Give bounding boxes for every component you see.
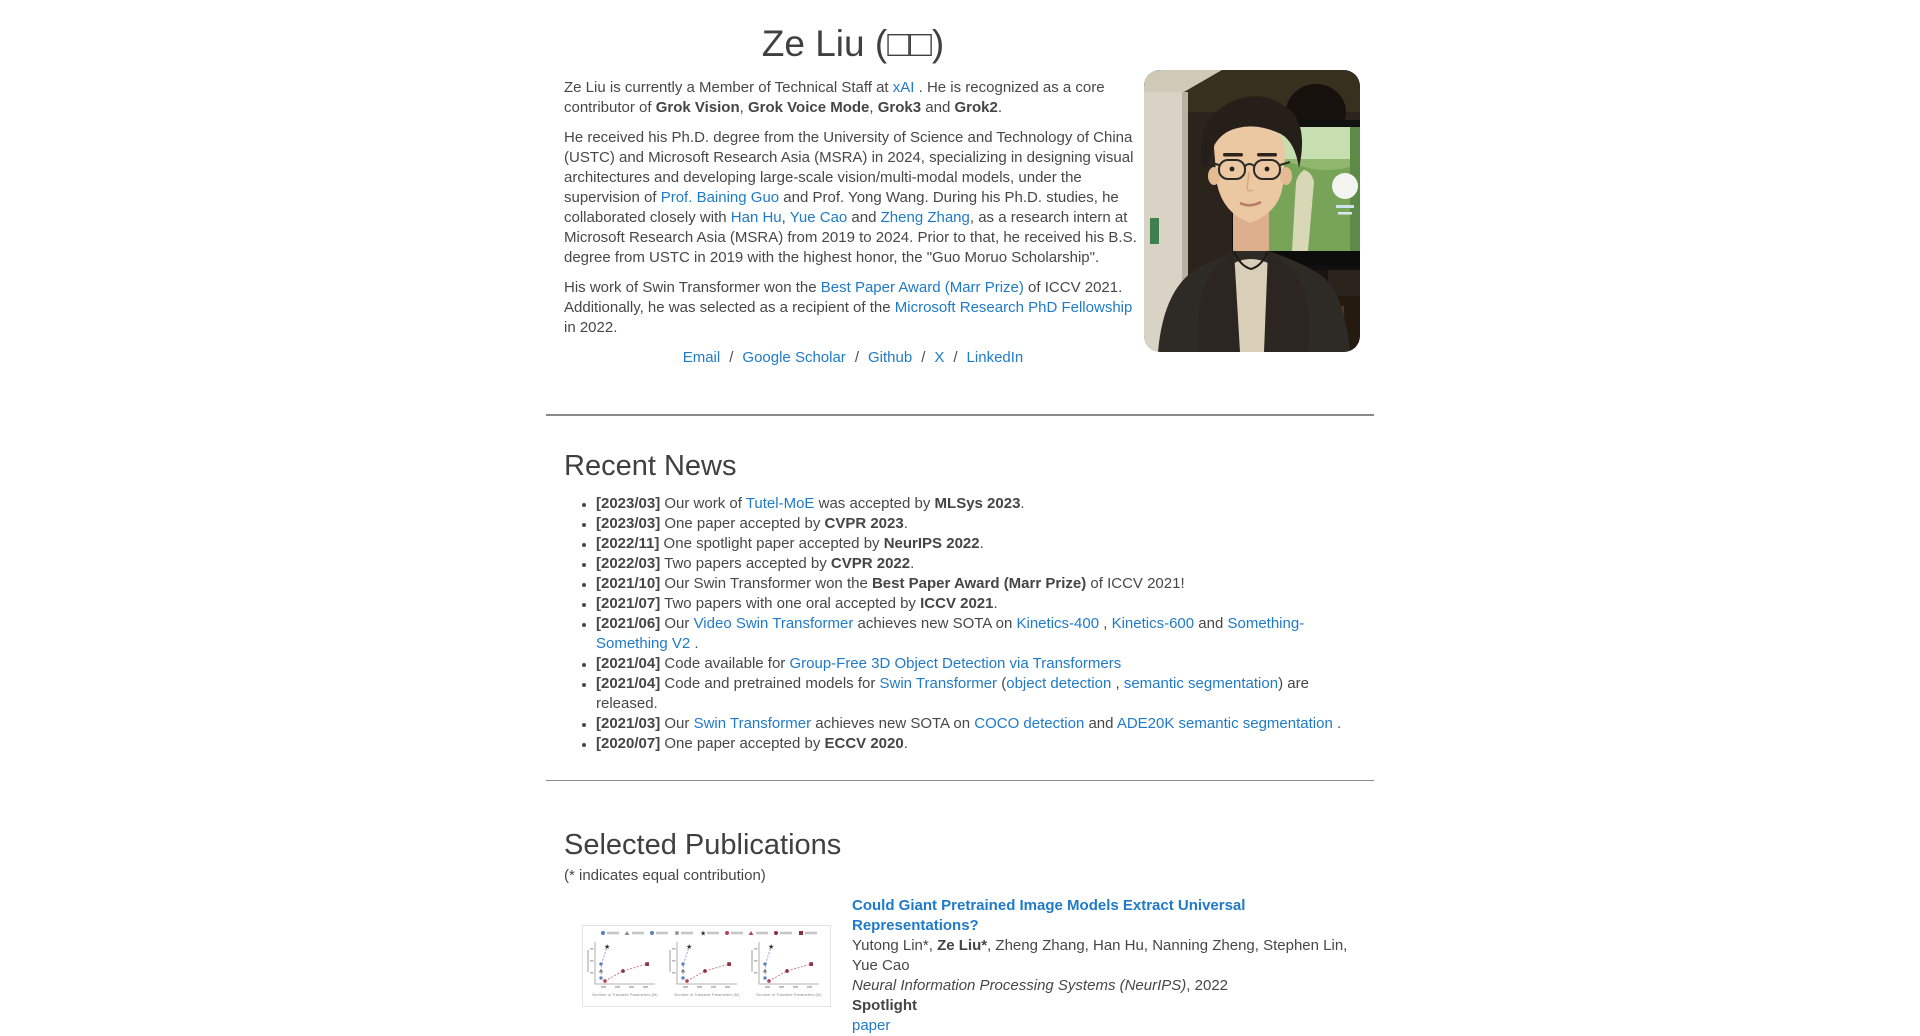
- text: ) are released.: [596, 674, 1309, 712]
- kinetics-600-link[interactable]: Kinetics-600: [1111, 614, 1195, 632]
- x-link[interactable]: X: [934, 349, 945, 367]
- profile-photo: [1144, 70, 1360, 352]
- text: One spotlight paper accepted by: [659, 534, 884, 552]
- text: ,: [1111, 674, 1124, 692]
- object-detection-link[interactable]: object detection: [1006, 674, 1112, 692]
- github-link[interactable]: Github: [867, 349, 913, 367]
- recent-news-heading: Recent News: [564, 450, 737, 483]
- han-hu-link[interactable]: Han Hu: [730, 209, 782, 227]
- baining-guo-link[interactable]: Prof. Baining Guo: [660, 189, 780, 207]
- personal-homepage: [546, 0, 1374, 1036]
- text: Our: [660, 714, 694, 732]
- text: ,: [1099, 614, 1112, 632]
- text: and: [1084, 714, 1117, 732]
- bio-paragraph-1: [564, 78, 1142, 118]
- bold-text: Best Paper Award (Marr Prize): [871, 574, 1087, 592]
- video-swin-link[interactable]: Video Swin Transformer: [693, 614, 854, 632]
- bold-text: [2021/03]: [596, 714, 661, 732]
- publication-details: [852, 896, 1374, 1036]
- bold-text: [2021/10]: [596, 574, 661, 592]
- profile-links-row: [564, 348, 1142, 368]
- text: .: [690, 634, 699, 652]
- text: .: [910, 554, 915, 572]
- coco-detection-link[interactable]: COCO detection: [974, 714, 1085, 732]
- bold-text: Grok Vision: [655, 99, 740, 117]
- bold-text: Ze Liu*: [937, 937, 988, 955]
- text: , Zheng Zhang, Han Hu, Nanning Zheng, Stephen Lin, Yue Cao: [852, 937, 1348, 975]
- text: Ze Liu is currently a Member of Technical Staff at: [564, 79, 893, 97]
- text: Our work of: [660, 494, 746, 512]
- bold-text: [2022/11]: [596, 534, 660, 552]
- bold-text: CVPR 2022: [830, 554, 911, 572]
- text: and: [921, 99, 955, 117]
- equal-contribution-note: (* indicates equal contribution): [564, 867, 766, 885]
- news-item: [596, 574, 1374, 594]
- yue-cao-link[interactable]: Yue Cao: [789, 209, 848, 227]
- group-free-3d-link[interactable]: Group-Free 3D Object Detection via Transformers: [789, 654, 1122, 672]
- bold-text: [2023/03]: [596, 514, 661, 532]
- text: Two papers with one oral accepted by: [660, 594, 921, 612]
- bold-text: Grok2: [954, 99, 998, 117]
- bold-text: ICCV 2021: [920, 594, 994, 612]
- paper-link[interactable]: paper: [852, 1017, 891, 1035]
- bold-text: [2022/03]: [596, 554, 661, 572]
- text: .: [1020, 494, 1025, 512]
- news-item: [596, 614, 1374, 654]
- text: .: [997, 99, 1003, 117]
- best-paper-award-link[interactable]: Best Paper Award (Marr Prize): [820, 279, 1024, 297]
- news-item: [596, 654, 1374, 674]
- text: ,: [739, 99, 748, 117]
- link-separator: /: [953, 349, 958, 367]
- text: of ICCV 2021. Additionally, he was selected as a recipient of the: [564, 279, 1123, 317]
- text: and: [1194, 614, 1228, 632]
- text: achieves new SOTA on: [811, 714, 975, 732]
- semantic-segmentation-link[interactable]: semantic segmentation: [1123, 674, 1279, 692]
- publication-entry: [546, 896, 1374, 1036]
- link-separator: /: [729, 349, 734, 367]
- news-item: [596, 534, 1374, 554]
- italic-text: Neural Information Processing Systems (NeurIPS): [852, 977, 1187, 995]
- bio-paragraph-2: [564, 128, 1142, 268]
- text: ,: [781, 209, 790, 227]
- svg-text:★: ★: [700, 930, 707, 938]
- news-item: [596, 674, 1374, 714]
- email-link[interactable]: Email: [682, 349, 721, 367]
- text: and Prof. Yong Wang. During his Ph.D. studies, he collaborated closely with: [564, 189, 1119, 227]
- bold-text: [2020/07]: [596, 734, 661, 752]
- swin-transformer-link[interactable]: Swin Transformer: [879, 674, 998, 692]
- bold-text: ECCV 2020: [824, 734, 904, 752]
- text: Code and pretrained models for: [660, 674, 880, 692]
- publication-venue: [852, 976, 1374, 996]
- publication-award: Spotlight: [852, 997, 917, 1015]
- text: He received his Ph.D. degree from the University of Science and Technology of China (USTC) and Microsoft Research Asia (MSRA) in 2024, specializing in designing visual architectures and developing large-scale vision/multi-modal models, under the supervision of: [564, 129, 1134, 207]
- text: of ICCV 2021!: [1086, 574, 1185, 592]
- text: (: [997, 674, 1007, 692]
- bold-text: CVPR 2023: [824, 514, 904, 532]
- text: ,: [869, 99, 878, 117]
- text: One paper accepted by: [660, 514, 825, 532]
- text: Code available for: [660, 654, 790, 672]
- text: , as a research intern at Microsoft Research Asia (MSRA) from 2019 to 2024. Prior to that, he received his B.S. degree from USTC in 2019 with the highest honor, the "Guo Moruo Scholarship".: [564, 209, 1137, 267]
- news-item: [596, 714, 1374, 734]
- text: in 2022.: [564, 319, 618, 337]
- bold-text: [2023/03]: [596, 494, 661, 512]
- text: .: [993, 594, 998, 612]
- text: .: [903, 734, 908, 752]
- bio-paragraph-3: [564, 278, 1142, 338]
- zheng-zhang-link[interactable]: Zheng Zhang: [880, 209, 970, 227]
- swin-transformer-link[interactable]: Swin Transformer: [693, 714, 812, 732]
- linkedin-link[interactable]: LinkedIn: [966, 349, 1024, 367]
- something-something-link[interactable]: Something-Something V2: [596, 614, 1305, 652]
- ade20k-segmentation-link[interactable]: ADE20K semantic segmentation: [1116, 714, 1333, 732]
- intro-section: [546, 0, 1374, 368]
- bold-text: NeurIPS 2022: [883, 534, 980, 552]
- link-separator: /: [921, 349, 926, 367]
- news-item: [596, 494, 1374, 514]
- link-separator: /: [854, 349, 859, 367]
- text: Our: [660, 614, 694, 632]
- news-item: [596, 514, 1374, 534]
- text: His work of Swin Transformer won the: [564, 279, 821, 297]
- text: Two papers accepted by: [660, 554, 831, 572]
- text: . He is recognized as a core contributor of: [564, 79, 1105, 117]
- publication-authors: [852, 936, 1374, 976]
- text: , 2022: [1186, 977, 1229, 995]
- text: and: [847, 209, 881, 227]
- intro-photo-column: [1144, 70, 1360, 352]
- bold-text: [2021/04]: [596, 654, 661, 672]
- bold-text: MLSys 2023: [934, 494, 1021, 512]
- msr-phd-fellowship-link[interactable]: Microsoft Research PhD Fellowship: [894, 299, 1133, 317]
- selected-publications-heading: Selected Publications: [564, 828, 842, 861]
- kinetics-400-link[interactable]: Kinetics-400: [1016, 614, 1100, 632]
- divider-middle: [546, 780, 1374, 781]
- publication-thumbnail: [582, 925, 831, 1007]
- text: .: [1332, 714, 1342, 732]
- news-list: [546, 494, 1374, 754]
- text: was accepted by: [814, 494, 935, 512]
- bold-text: [2021/04]: [596, 674, 661, 692]
- bold-text: Grok Voice Mode: [747, 99, 870, 117]
- page-title: Ze Liu (□□): [761, 23, 945, 64]
- divider-top: [546, 414, 1374, 416]
- text: .: [903, 514, 908, 532]
- tutel-moe-link[interactable]: Tutel-MoE: [745, 494, 815, 512]
- xai-link[interactable]: xAI: [892, 79, 915, 97]
- news-item: [596, 594, 1374, 614]
- bold-text: [2021/06]: [596, 614, 661, 632]
- text: One paper accepted by: [660, 734, 825, 752]
- text: achieves new SOTA on: [853, 614, 1017, 632]
- publication-title-link[interactable]: Could Giant Pretrained Image Models Extract Universal Representations?: [852, 897, 1246, 935]
- google-scholar-link[interactable]: Google Scholar: [742, 349, 846, 367]
- text: .: [979, 534, 984, 552]
- news-item: [596, 554, 1374, 574]
- text: Our Swin Transformer won the: [660, 574, 872, 592]
- intro-text-column: [546, 0, 1142, 368]
- text: Yutong Lin*,: [852, 937, 938, 955]
- news-item: [596, 734, 1374, 754]
- bold-text: [2021/07]: [596, 594, 661, 612]
- bold-text: Grok3: [877, 99, 922, 117]
